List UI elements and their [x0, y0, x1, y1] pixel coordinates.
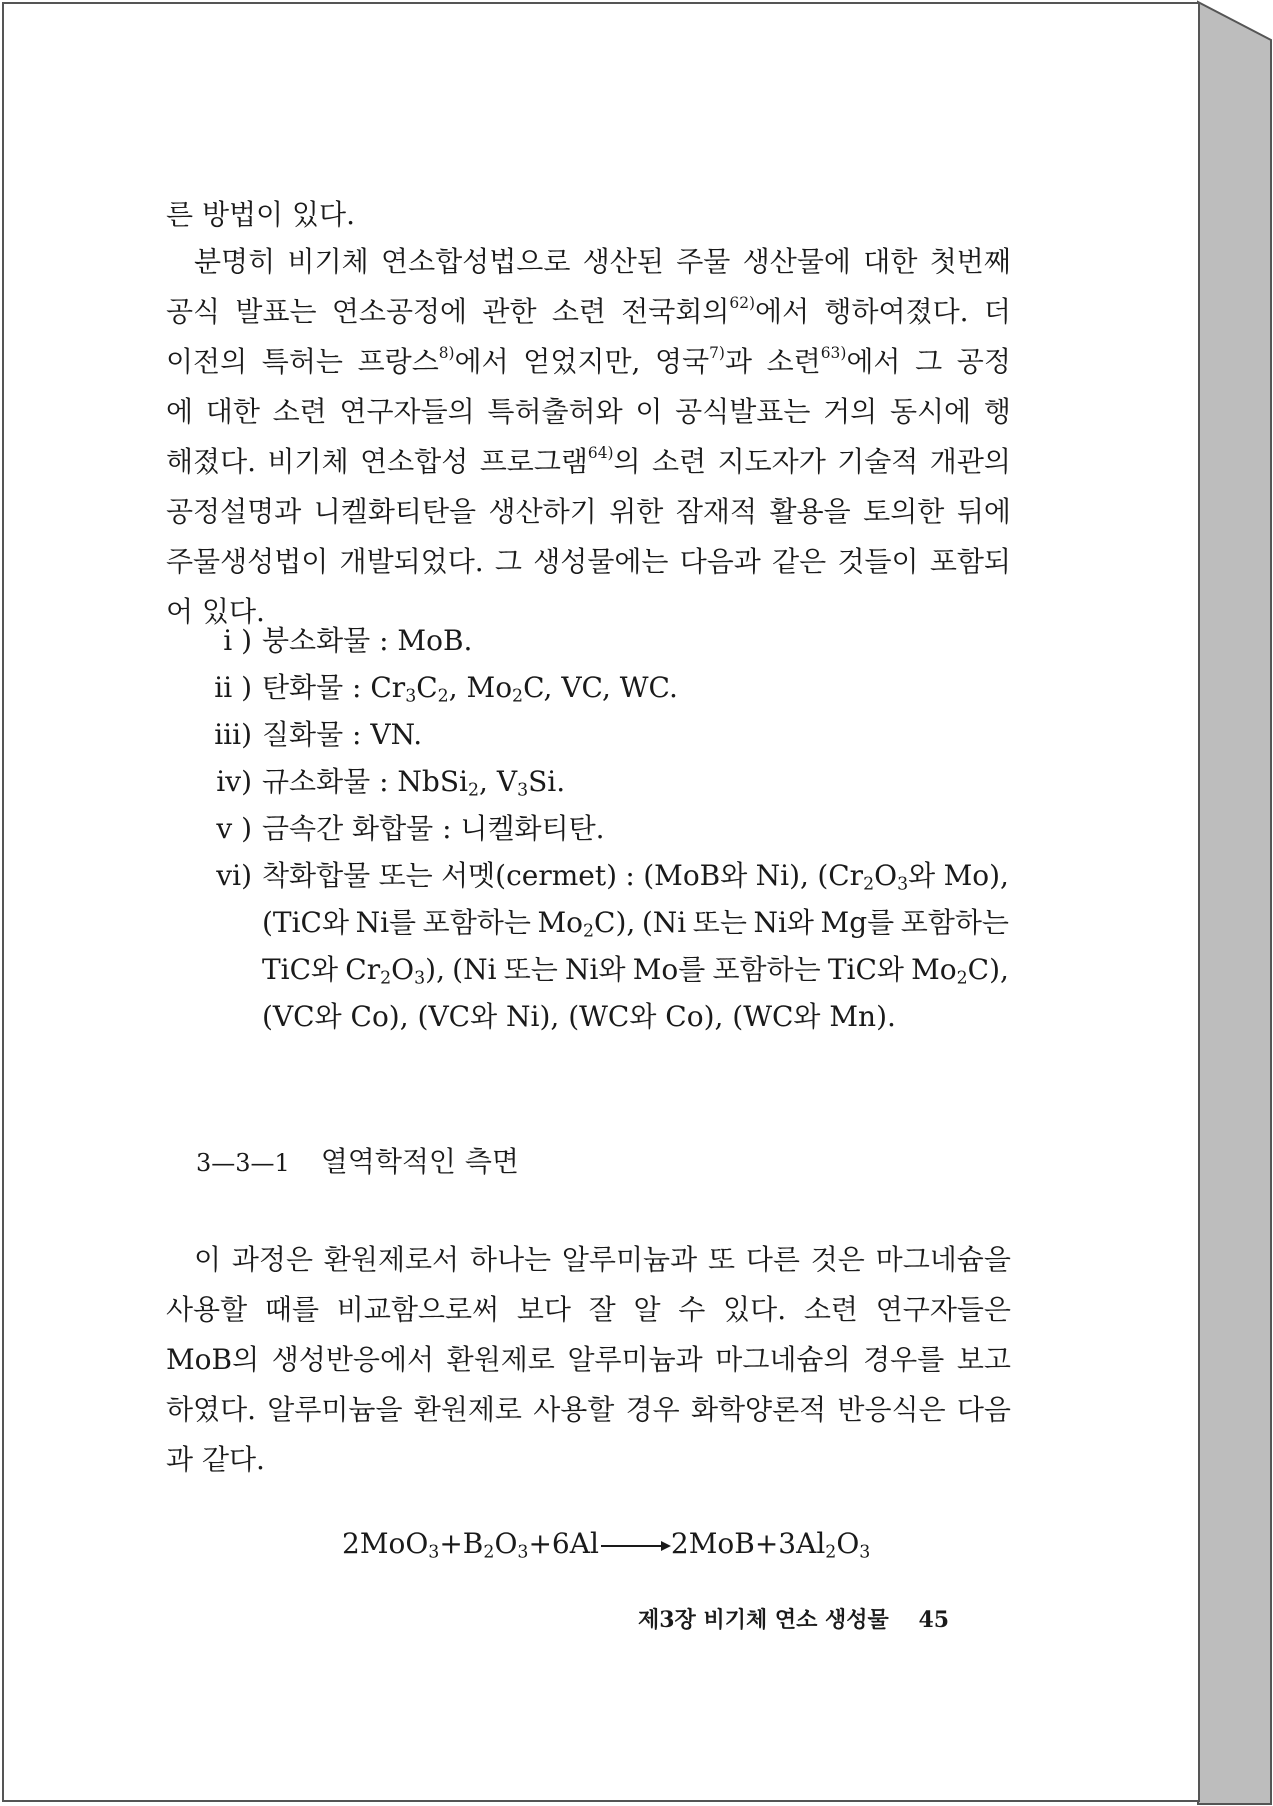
paragraph-3	[166, 1235, 1011, 1485]
list-item	[197, 993, 1017, 1040]
list-item	[197, 617, 1017, 664]
chapter-title: 제3장 비기체 연소 생성물	[638, 1607, 889, 1633]
list-item-text: TiC와 $Cr_2O_3$), (Ni 또는 Ni와 Mo를 포함하는 TiC와 $Mo_2C$),	[262, 953, 1009, 989]
text-line: 과 같다.	[166, 1443, 265, 1476]
paragraph-2	[166, 237, 1011, 637]
list-item-text: 질화물 : VN.	[262, 718, 423, 751]
list-item-text: 금속간 화합물 : 니켈화티탄.	[262, 812, 605, 845]
text-line: MoB의 생성반응에서 환원제로 알루미늄과 마그네슘의 경우를 보고	[166, 1343, 1011, 1376]
list-item	[197, 852, 1017, 899]
list-item	[197, 805, 1017, 852]
text-line: 하였다. 알루미늄을 환원제로 사용할 경우 화학양론적 반응식은 다음	[166, 1393, 1011, 1426]
list-item	[197, 899, 1017, 946]
list-item-text: 붕소화물 : MoB.	[262, 624, 473, 657]
list-item	[197, 711, 1017, 758]
list-item-text: 탄화물 : $Cr_3C_2$, $Mo_2C$, VC, WC.	[262, 671, 678, 707]
text-line: 른 방법이 있다.	[166, 198, 355, 231]
list-item	[197, 946, 1017, 993]
paragraph-1	[166, 190, 1011, 240]
list-item-text: 규소화물 : NbSi$_2$, $V_3Si$.	[262, 765, 566, 801]
text-line: 분명히 비기체 연소합성법으로 생산된 주물 생산물에 대한 첫번째	[166, 245, 1011, 278]
list-item-text: (TiC와 Ni를 포함하는 $Mo_2C$), (Ni 또는 Ni와 Mg를 포함하는	[262, 906, 1009, 942]
list-item-number: ii )	[214, 671, 252, 704]
text-line: 이전의 특허는 프랑스$^{8)}$에서 얻었지만, 영국$^{7)}$과 소련$^{63)}$에서 그 공정	[166, 343, 1011, 378]
arrow-icon	[599, 1536, 671, 1556]
reaction-equation	[342, 1519, 870, 1569]
text-line: 공식 발표는 연소공정에 관한 소련 전국회의$^{62)}$에서 행하여졌다. 더	[166, 293, 1011, 328]
list-item-number: v )	[216, 812, 252, 845]
page-footer	[638, 1600, 949, 1640]
text-line: 에 대한 소련 연구자들의 특허출허와 이 공식발표는 거의 동시에 행	[166, 395, 1011, 428]
text-line: 공정설명과 니켈화티탄을 생산하기 위한 잠재적 활용을 토의한 뒤에	[166, 495, 1011, 528]
text-line: 어 있다.	[166, 595, 265, 628]
text-line: 해졌다. 비기체 연소합성 프로그램$^{64)}$의 소련 지도자가 기술적 개관의	[166, 443, 1011, 478]
equation-reactants: $2MoO_3+B_2O_3+6Al$	[342, 1527, 599, 1563]
equation-products: $2MoB+3Al_2O_3$	[670, 1527, 871, 1563]
text-line: 이 과정은 환원제로서 하나는 알루미늄과 또 다른 것은 마그네슘을	[166, 1243, 1011, 1276]
text-line: 주물생성법이 개발되었다. 그 생성물에는 다음과 같은 것들이 포함되	[166, 545, 1011, 578]
list-item	[197, 758, 1017, 805]
list-item-number: iii)	[214, 718, 252, 751]
list-item-text: (VC와 Co), (VC와 Ni), (WC와 Co), (WC와 Mn).	[262, 1000, 896, 1033]
list-item-text: 착화합물 또는 서멧(cermet) : (MoB와 Ni), ($Cr_2O_3$와 Mo),	[262, 859, 1009, 895]
product-list	[197, 617, 1017, 1040]
text-line: 사용할 때를 비교함으로써 보다 잘 알 수 있다. 소련 연구자들은	[166, 1293, 1011, 1326]
section-title: 열역학적인 측면	[320, 1145, 519, 1178]
list-item-number: vi)	[216, 859, 252, 892]
section-number: 3—3—1	[196, 1149, 290, 1177]
list-item-number: iv)	[216, 765, 252, 798]
list-item-number: i )	[223, 624, 252, 657]
page-number: 45	[918, 1607, 950, 1633]
list-item	[197, 664, 1017, 711]
section-heading	[196, 1142, 519, 1183]
